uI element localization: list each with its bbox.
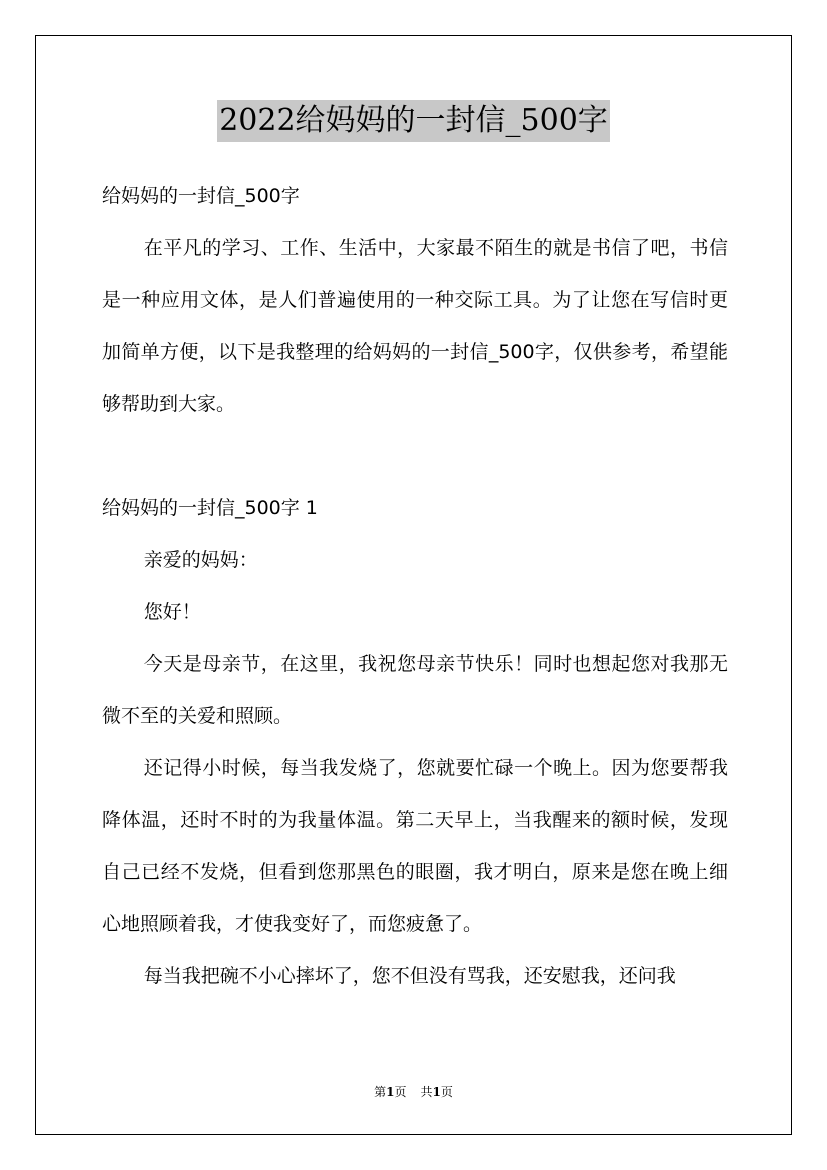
page-label-prefix: 第 <box>374 1085 387 1099</box>
letter-greeting: 亲爱的妈妈： <box>143 549 258 571</box>
total-label-suffix: 页 <box>440 1085 453 1099</box>
intro-paragraph: 在平凡的学习、工作、生活中，大家最不陌生的就是书信了吧，书信是一种应用文体，是人们普遍使用的一种交际工具。为了让您在写信时更加简单方便，以下是我整理的给妈妈的一封信_500字，仅供参考，希望能够帮助到大家。 <box>102 237 728 415</box>
document-body <box>102 170 728 1002</box>
total-pages: 1 <box>432 1085 441 1099</box>
document-subtitle: 给妈妈的一封信_500字 <box>102 185 300 207</box>
section-spacer <box>102 430 728 482</box>
letter-salutation: 您好！ <box>143 601 201 623</box>
section-heading: 给妈妈的一封信_500字 1 <box>102 497 318 519</box>
page-label-suffix: 页 <box>394 1085 407 1099</box>
document-title-text: 2022给妈妈的一封信_500字 <box>217 100 610 142</box>
letter-paragraph: 每当我把碗不小心摔坏了，您不但没有骂我，还安慰我，还问我 <box>143 965 676 987</box>
page-number: 1 <box>386 1085 395 1099</box>
letter-paragraph: 还记得小时候，每当我发烧了，您就要忙碌一个晚上。因为您要帮我降体温，还时不时的为我量体温。第二天早上，当我醒来的额时候，发现自己已经不发烧，但看到您那黑色的眼圈，我才明白，原来是您在晚上细心地照顾着我，才使我变好了，而您疲惫了。 <box>102 757 728 935</box>
total-label-prefix: 共 <box>420 1085 433 1099</box>
page-footer <box>0 1083 827 1100</box>
letter-paragraph: 今天是母亲节，在这里，我祝您母亲节快乐！同时也想起您对我那无微不至的关爱和照顾。 <box>102 653 728 727</box>
document-title <box>0 100 827 142</box>
